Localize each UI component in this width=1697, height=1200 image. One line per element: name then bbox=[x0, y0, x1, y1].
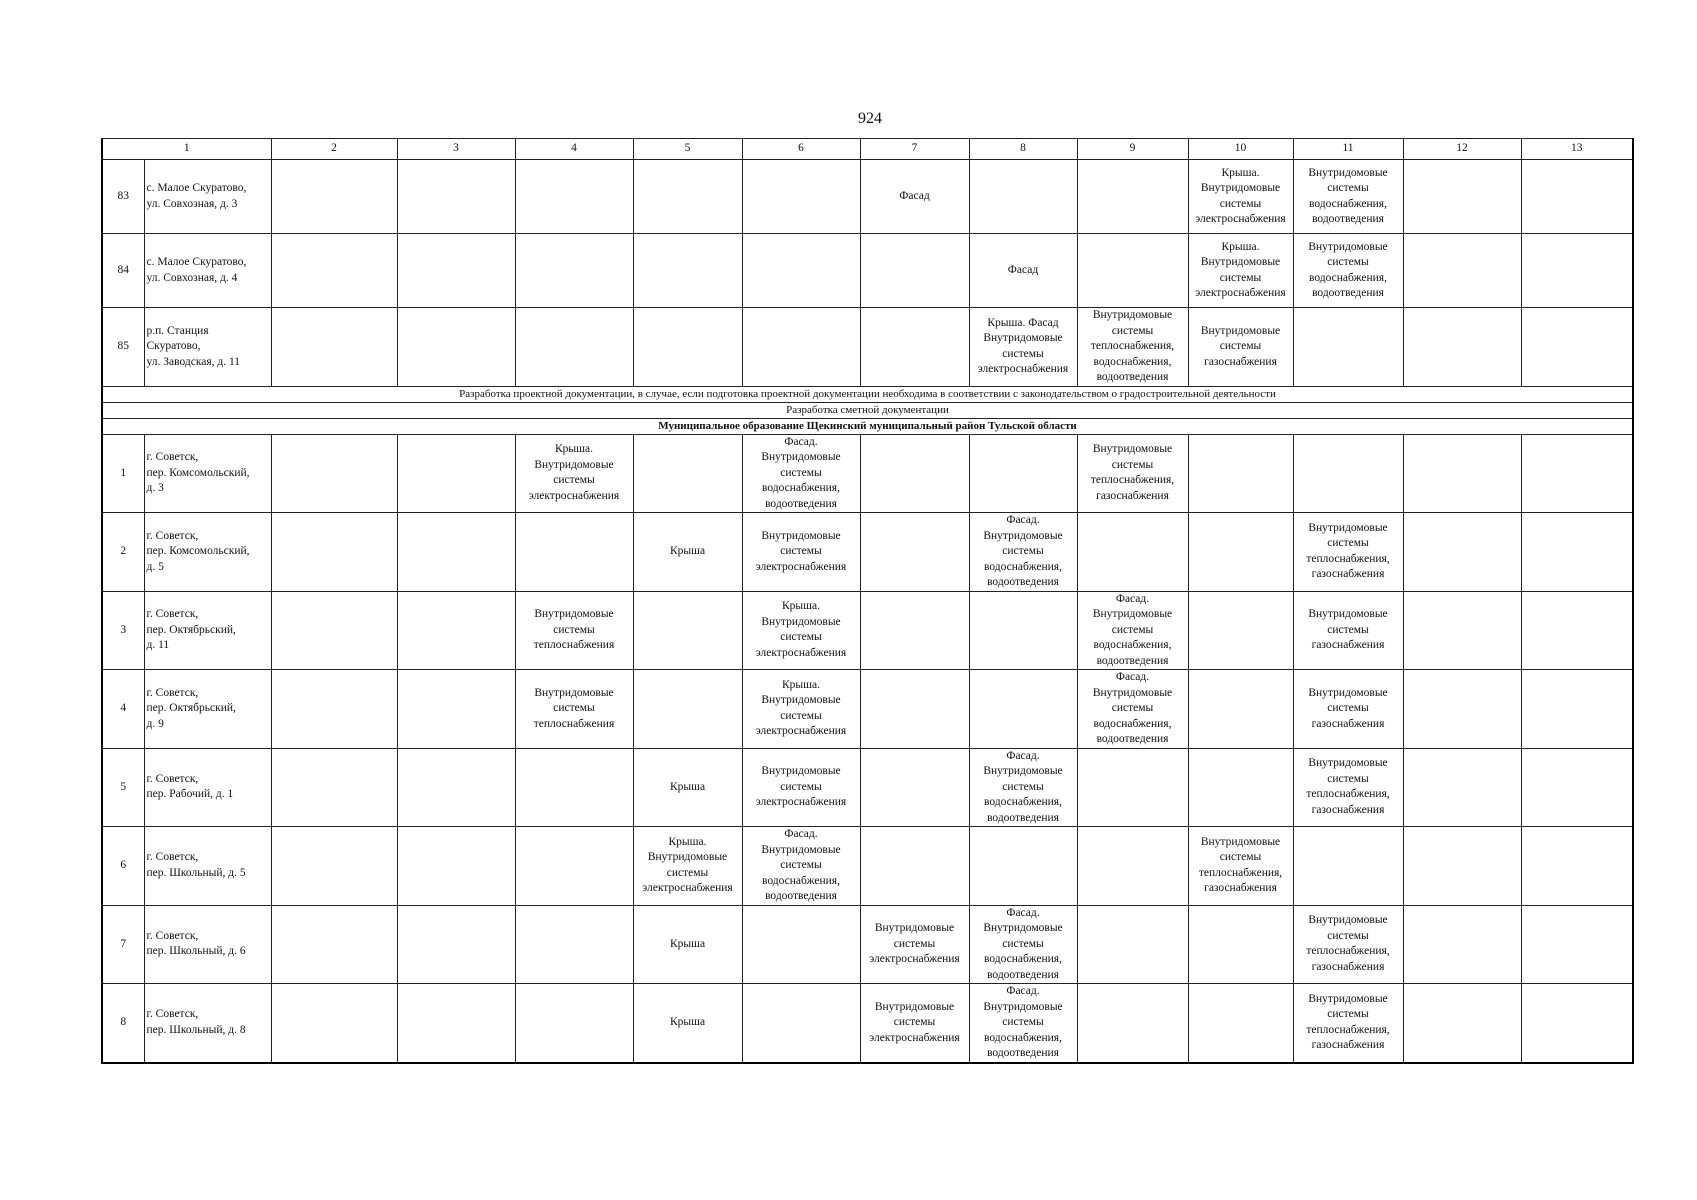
work-cell bbox=[515, 160, 633, 234]
column-header: 12 bbox=[1403, 139, 1521, 160]
work-cell bbox=[1188, 434, 1293, 513]
work-cell: Фасад. Внутридомовые системы водоснабжения, водоотведения bbox=[1077, 670, 1188, 749]
work-cell bbox=[397, 670, 515, 749]
row-number: 6 bbox=[102, 827, 144, 906]
table-row bbox=[102, 308, 1633, 387]
address-cell: г. Советск, пер. Комсомольский, д. 3 bbox=[144, 434, 271, 513]
work-cell bbox=[1521, 827, 1633, 906]
work-cell: Внутридомовые системы газоснабжения bbox=[1293, 670, 1403, 749]
work-cell bbox=[515, 827, 633, 906]
column-header: 2 bbox=[271, 139, 397, 160]
work-cell bbox=[515, 905, 633, 984]
work-cell bbox=[271, 434, 397, 513]
row-number: 83 bbox=[102, 160, 144, 234]
address-cell: г. Советск, пер. Рабочий, д. 1 bbox=[144, 748, 271, 827]
work-cell bbox=[1403, 591, 1521, 670]
work-cell bbox=[742, 308, 860, 387]
work-cell: Внутридомовые системы теплоснабжения, газоснабжения bbox=[1293, 513, 1403, 592]
row-number: 5 bbox=[102, 748, 144, 827]
work-cell: Внутридомовые системы водоснабжения, водоотведения bbox=[1293, 234, 1403, 308]
work-cell: Внутридомовые системы электроснабжения bbox=[742, 513, 860, 592]
table-row bbox=[102, 513, 1633, 592]
work-cell: Внутридомовые системы водоснабжения, водоотведения bbox=[1293, 160, 1403, 234]
work-cell bbox=[1403, 905, 1521, 984]
column-header: 6 bbox=[742, 139, 860, 160]
work-cell: Внутридомовые системы теплоснабжения, водоснабжения, водоотведения bbox=[1077, 308, 1188, 387]
work-cell: Фасад bbox=[860, 160, 969, 234]
table-row bbox=[102, 827, 1633, 906]
work-cell bbox=[271, 308, 397, 387]
work-cell bbox=[969, 434, 1077, 513]
work-cell bbox=[1077, 513, 1188, 592]
work-cell bbox=[1403, 984, 1521, 1063]
work-cell bbox=[271, 234, 397, 308]
work-cell bbox=[1403, 827, 1521, 906]
work-cell bbox=[271, 670, 397, 749]
address-cell: г. Советск, пер. Школьный, д. 5 bbox=[144, 827, 271, 906]
table-row bbox=[102, 160, 1633, 234]
work-cell: Крыша bbox=[633, 984, 742, 1063]
column-header: 4 bbox=[515, 139, 633, 160]
work-cell: Крыша bbox=[633, 748, 742, 827]
address-cell: г. Советск, пер. Школьный, д. 6 bbox=[144, 905, 271, 984]
work-cell: Внутридомовые системы теплоснабжения, газоснабжения bbox=[1293, 984, 1403, 1063]
work-cell bbox=[1403, 308, 1521, 387]
work-cell bbox=[1403, 513, 1521, 592]
work-cell: Фасад. Внутридомовые системы водоснабжения, водоотведения bbox=[969, 984, 1077, 1063]
work-cell bbox=[515, 308, 633, 387]
work-cell bbox=[860, 827, 969, 906]
work-cell bbox=[271, 905, 397, 984]
column-header: 3 bbox=[397, 139, 515, 160]
work-cell bbox=[397, 434, 515, 513]
address-cell: с. Малое Скуратово, ул. Совхозная, д. 4 bbox=[144, 234, 271, 308]
table-body bbox=[102, 160, 1633, 1063]
address-cell: р.п. Станция Скуратово, ул. Заводская, д. 11 bbox=[144, 308, 271, 387]
work-cell bbox=[633, 160, 742, 234]
work-cell bbox=[397, 234, 515, 308]
work-cell: Фасад. Внутридомовые системы водоснабжения, водоотведения bbox=[742, 827, 860, 906]
section-row-design bbox=[102, 386, 1633, 402]
work-cell bbox=[397, 748, 515, 827]
work-cell bbox=[1188, 591, 1293, 670]
work-cell bbox=[860, 591, 969, 670]
work-cell bbox=[1188, 984, 1293, 1063]
work-cell bbox=[860, 434, 969, 513]
work-cell bbox=[633, 670, 742, 749]
work-cell bbox=[271, 591, 397, 670]
table-row bbox=[102, 905, 1633, 984]
table-row bbox=[102, 234, 1633, 308]
work-cell bbox=[397, 827, 515, 906]
work-cell bbox=[860, 748, 969, 827]
row-number: 4 bbox=[102, 670, 144, 749]
column-number-header-row bbox=[102, 139, 1633, 160]
work-cell bbox=[1521, 984, 1633, 1063]
work-cell bbox=[515, 513, 633, 592]
row-number: 85 bbox=[102, 308, 144, 387]
work-cell bbox=[633, 434, 742, 513]
work-cell bbox=[1077, 984, 1188, 1063]
work-cell bbox=[1521, 591, 1633, 670]
work-cell: Внутридомовые системы теплоснабжения, газоснабжения bbox=[1077, 434, 1188, 513]
work-cell: Крыша. Внутридомовые системы электроснабжения bbox=[633, 827, 742, 906]
work-cell: Крыша. Внутридомовые системы электроснабжения bbox=[742, 591, 860, 670]
work-cell bbox=[742, 905, 860, 984]
address-cell: г. Советск, пер. Октябрьский, д. 9 bbox=[144, 670, 271, 749]
work-cell bbox=[397, 160, 515, 234]
work-cell bbox=[1403, 748, 1521, 827]
work-cell: Фасад. Внутридомовые системы водоснабжения, водоотведения bbox=[969, 748, 1077, 827]
work-cell: Крыша bbox=[633, 513, 742, 592]
work-cell bbox=[860, 308, 969, 387]
work-cell: Внутридомовые системы электроснабжения bbox=[742, 748, 860, 827]
work-cell: Крыша. Внутридомовые системы электроснабжения bbox=[515, 434, 633, 513]
section-row-municipality bbox=[102, 418, 1633, 434]
row-number: 3 bbox=[102, 591, 144, 670]
work-cell bbox=[1293, 308, 1403, 387]
work-cell bbox=[969, 160, 1077, 234]
work-cell bbox=[1077, 905, 1188, 984]
work-cell bbox=[397, 591, 515, 670]
work-cell bbox=[397, 308, 515, 387]
work-cell bbox=[1521, 234, 1633, 308]
work-cell bbox=[515, 234, 633, 308]
work-cell: Крыша bbox=[633, 905, 742, 984]
work-cell: Внутридомовые системы теплоснабжения, газоснабжения bbox=[1293, 905, 1403, 984]
section-title: Муниципальное образование Щекинский муниципальный район Тульской области bbox=[102, 418, 1633, 434]
table-row bbox=[102, 748, 1633, 827]
work-cell bbox=[271, 984, 397, 1063]
section-row-estimate bbox=[102, 402, 1633, 418]
row-number: 7 bbox=[102, 905, 144, 984]
work-cell bbox=[1077, 827, 1188, 906]
work-cell bbox=[969, 670, 1077, 749]
work-cell bbox=[1293, 827, 1403, 906]
work-cell bbox=[397, 513, 515, 592]
work-cell bbox=[1188, 513, 1293, 592]
work-cell bbox=[1188, 748, 1293, 827]
work-cell bbox=[1521, 905, 1633, 984]
column-header: 1 bbox=[102, 139, 271, 160]
work-cell bbox=[1077, 748, 1188, 827]
work-cell: Внутридомовые системы газоснабжения bbox=[1188, 308, 1293, 387]
work-cell: Фасад. Внутридомовые системы водоснабжения, водоотведения bbox=[969, 905, 1077, 984]
work-cell bbox=[1521, 308, 1633, 387]
address-cell: г. Советск, пер. Октябрьский, д. 11 bbox=[144, 591, 271, 670]
work-cell: Крыша. Внутридомовые системы электроснабжения bbox=[1188, 234, 1293, 308]
column-header: 8 bbox=[969, 139, 1077, 160]
work-cell: Внутридомовые системы теплоснабжения, газоснабжения bbox=[1293, 748, 1403, 827]
row-number: 1 bbox=[102, 434, 144, 513]
table-row bbox=[102, 434, 1633, 513]
address-cell: с. Малое Скуратово, ул. Совхозная, д. 3 bbox=[144, 160, 271, 234]
section-title: Разработка сметной документации bbox=[102, 402, 1633, 418]
work-cell: Внутридомовые системы электроснабжения bbox=[860, 905, 969, 984]
work-cell bbox=[1403, 670, 1521, 749]
work-cell bbox=[1403, 160, 1521, 234]
table-row bbox=[102, 984, 1633, 1063]
work-cell: Фасад. Внутридомовые системы водоснабжения, водоотведения bbox=[1077, 591, 1188, 670]
table-row bbox=[102, 591, 1633, 670]
work-cell bbox=[1403, 434, 1521, 513]
work-cell bbox=[969, 591, 1077, 670]
work-cell: Фасад bbox=[969, 234, 1077, 308]
work-cell bbox=[1188, 670, 1293, 749]
work-cell: Внутридомовые системы теплоснабжения bbox=[515, 591, 633, 670]
work-cell: Крыша. Фасад Внутридомовые системы электроснабжения bbox=[969, 308, 1077, 387]
work-cell: Фасад. Внутридомовые системы водоснабжения, водоотведения bbox=[742, 434, 860, 513]
work-cell bbox=[397, 984, 515, 1063]
work-cell bbox=[742, 234, 860, 308]
column-header: 13 bbox=[1521, 139, 1633, 160]
work-cell: Фасад. Внутридомовые системы водоснабжения, водоотведения bbox=[969, 513, 1077, 592]
work-cell bbox=[1077, 234, 1188, 308]
work-cell bbox=[1521, 160, 1633, 234]
work-cell: Крыша. Внутридомовые системы электроснабжения bbox=[742, 670, 860, 749]
table-row bbox=[102, 670, 1633, 749]
work-cell bbox=[1521, 748, 1633, 827]
row-number: 2 bbox=[102, 513, 144, 592]
work-cell bbox=[1077, 160, 1188, 234]
work-cell bbox=[271, 160, 397, 234]
work-cell bbox=[860, 513, 969, 592]
work-cell bbox=[515, 748, 633, 827]
work-cell bbox=[633, 234, 742, 308]
address-cell: г. Советск, пер. Комсомольский, д. 5 bbox=[144, 513, 271, 592]
repair-schedule-table bbox=[101, 138, 1634, 1064]
work-cell: Внутридомовые системы теплоснабжения bbox=[515, 670, 633, 749]
work-cell: Внутридомовые системы газоснабжения bbox=[1293, 591, 1403, 670]
work-cell bbox=[1293, 434, 1403, 513]
work-cell bbox=[515, 984, 633, 1063]
address-cell: г. Советск, пер. Школьный, д. 8 bbox=[144, 984, 271, 1063]
work-cell bbox=[1521, 670, 1633, 749]
work-cell bbox=[271, 827, 397, 906]
column-header: 11 bbox=[1293, 139, 1403, 160]
work-cell bbox=[742, 984, 860, 1063]
work-cell bbox=[271, 513, 397, 592]
work-cell bbox=[969, 827, 1077, 906]
work-cell bbox=[271, 748, 397, 827]
column-header: 10 bbox=[1188, 139, 1293, 160]
work-cell bbox=[860, 670, 969, 749]
row-number: 84 bbox=[102, 234, 144, 308]
work-cell bbox=[860, 234, 969, 308]
work-cell bbox=[742, 160, 860, 234]
work-cell bbox=[397, 905, 515, 984]
work-cell bbox=[633, 591, 742, 670]
work-cell: Внутридомовые системы теплоснабжения, газоснабжения bbox=[1188, 827, 1293, 906]
row-number: 8 bbox=[102, 984, 144, 1063]
work-cell: Крыша. Внутридомовые системы электроснабжения bbox=[1188, 160, 1293, 234]
work-cell: Внутридомовые системы электроснабжения bbox=[860, 984, 969, 1063]
work-cell bbox=[633, 308, 742, 387]
column-header: 7 bbox=[860, 139, 969, 160]
column-header: 9 bbox=[1077, 139, 1188, 160]
section-title: Разработка проектной документации, в случае, если подготовка проектной документации необходима в соответствии с законодательством о градостроительной деятельности bbox=[102, 386, 1633, 402]
column-header: 5 bbox=[633, 139, 742, 160]
work-cell bbox=[1521, 434, 1633, 513]
work-cell bbox=[1403, 234, 1521, 308]
work-cell bbox=[1521, 513, 1633, 592]
page-number: 924 bbox=[858, 110, 882, 127]
work-cell bbox=[1188, 905, 1293, 984]
